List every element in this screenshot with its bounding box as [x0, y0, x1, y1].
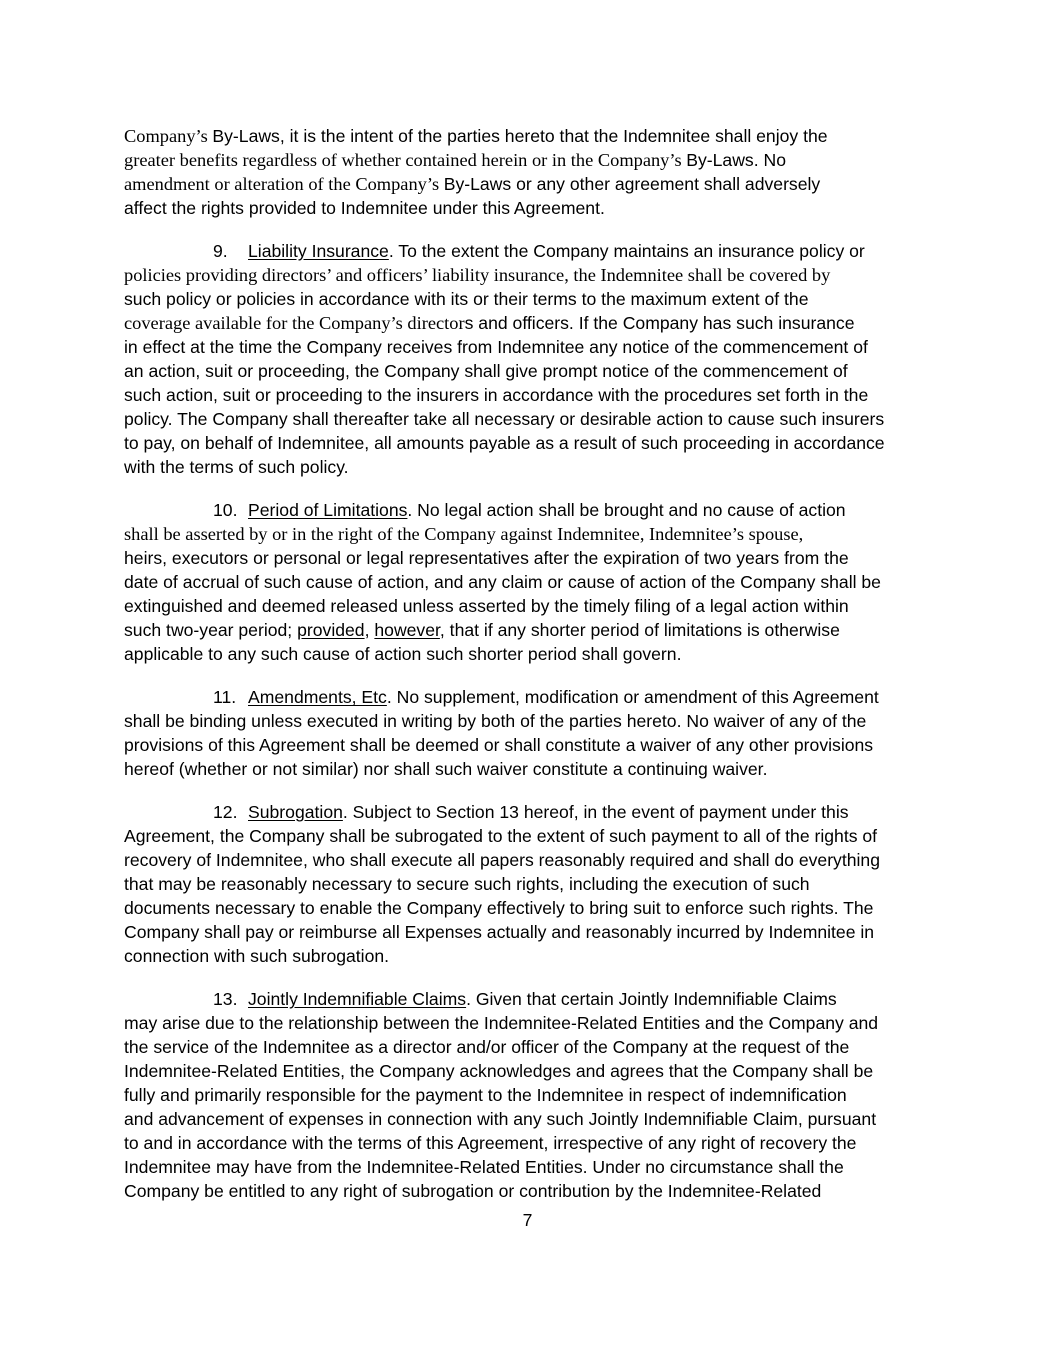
text-line [124, 709, 944, 733]
text-segment: s and officers. If the Company has such insurance [464, 313, 855, 333]
section-13 [124, 987, 944, 1203]
text-segment: Company be entitled to any right of subrogation or contribution by the Indemnitee-Related [124, 1181, 822, 1201]
text-segment: policies providing directors’ and officers’ liability insurance, the Indemnitee shall be covered by [124, 265, 831, 285]
text-segment: the service of the Indemnitee as a director and/or officer of the Company at the request of the [124, 1037, 850, 1057]
text-line [124, 335, 944, 359]
text-line [124, 431, 944, 455]
text-line [124, 148, 944, 172]
text-segment: provisions of this Agreement shall be deemed or shall constitute a waiver of any other provisions [124, 735, 874, 755]
text-segment: that may be reasonably necessary to secure such rights, including the execution of such [124, 874, 810, 894]
text-line [124, 1083, 944, 1107]
text-segment: applicable to any such cause of action such shorter period shall govern. [124, 644, 682, 664]
text-line [124, 407, 944, 431]
underlined-term: provided [297, 620, 365, 640]
underlined-term: however [374, 620, 440, 640]
text-segment: to and in accordance with the terms of this Agreement, irrespective of any right of recovery the [124, 1133, 857, 1153]
text-segment: such policy or policies in accordance with its or their terms to the maximum extent of the [124, 289, 809, 309]
text-line [124, 522, 944, 546]
text-line [124, 987, 944, 1011]
text-segment: . No legal action shall be brought and no cause of action [407, 500, 846, 520]
section-11 [124, 685, 944, 781]
text-segment: to pay, on behalf of Indemnitee, all amounts payable as a result of such proceeding in accordance [124, 433, 885, 453]
text-segment: . Given that certain Jointly Indemnifiable Claims [466, 989, 837, 1009]
section-12 [124, 800, 944, 968]
text-line [124, 239, 944, 263]
section-heading: Period of Limitations [248, 500, 408, 520]
text-line [124, 498, 944, 522]
section-heading: Jointly Indemnifiable Claims [248, 989, 467, 1009]
text-segment: with the terms of such policy. [124, 457, 349, 477]
text-segment: shall be asserted by or in the right of the Company against Indemnitee, Indemnitee’s spouse, [124, 524, 804, 544]
text-segment: coverage available for the Company’s director [124, 313, 465, 333]
text-segment: affect the rights provided to Indemnitee under this Agreement. [124, 198, 605, 218]
text-line [124, 848, 944, 872]
text-segment: amendment or alteration of the Company’s [124, 174, 444, 194]
section-number: 12. [213, 802, 238, 822]
section-10 [124, 498, 944, 666]
text-line [124, 124, 944, 148]
text-line [124, 455, 944, 479]
text-segment: an action, suit or proceeding, the Company shall give prompt notice of the commencement of [124, 361, 848, 381]
text-line [124, 944, 944, 968]
section-heading: Liability Insurance [248, 241, 389, 261]
text-line [124, 920, 944, 944]
text-segment: and advancement of expenses in connection with any such Jointly Indemnifiable Claim, pursuant [124, 1109, 877, 1129]
text-segment: Agreement, the Company shall be subrogated to the extent of such payment to all of the rights of [124, 826, 878, 846]
text-segment: Indemnitee may have from the Indemnitee-Related Entities. Under no circumstance shall the [124, 1157, 844, 1177]
text-segment: hereof (whether or not similar) nor shall such waiver constitute a continuing waiver. [124, 759, 768, 779]
text-line [124, 733, 944, 757]
section-number: 11. [213, 687, 237, 707]
text-segment: Company shall pay or reimburse all Expenses actually and reasonably incurred by Indemnitee in [124, 922, 875, 942]
text-segment: may arise due to the relationship between the Indemnitee-Related Entities and the Company and [124, 1013, 879, 1033]
text-segment: Indemnitee-Related Entities, the Company acknowledges and agrees that the Company shall be [124, 1061, 874, 1081]
text-segment: in effect at the time the Company receives from Indemnitee any notice of the commencement of [124, 337, 868, 357]
text-line [124, 1035, 944, 1059]
text-segment: . To the extent the Company maintains an insurance policy or [388, 241, 865, 261]
text-segment: By-Laws, it is the intent of the parties hereto that the Indemnitee shall enjoy the [212, 126, 828, 146]
text-segment: , [364, 620, 375, 640]
text-line [124, 1155, 944, 1179]
text-line [124, 618, 944, 642]
text-segment: . Subject to Section 13 hereof, in the event of payment under this [342, 802, 849, 822]
section-heading: Amendments, Etc [248, 687, 387, 707]
text-line [124, 1107, 944, 1131]
text-line [124, 196, 944, 220]
text-line [124, 570, 944, 594]
text-line [124, 594, 944, 618]
page-number: 7 [522, 1210, 533, 1230]
text-segment: documents necessary to enable the Company effectively to bring suit to enforce such rights. The [124, 898, 874, 918]
text-line [124, 1011, 944, 1035]
text-segment: greater benefits regardless of whether contained herein or in the Company’s [124, 150, 687, 170]
paragraph-continuation [124, 124, 944, 220]
text-line [124, 642, 944, 666]
text-line [124, 1179, 944, 1203]
text-line [124, 311, 944, 335]
text-segment: recovery of Indemnitee, who shall execute all papers reasonably required and shall do everything [124, 850, 880, 870]
text-segment: fully and primarily responsible for the payment to the Indemnitee in respect of indemnification [124, 1085, 847, 1105]
text-line [124, 287, 944, 311]
text-segment: such two-year period; [124, 620, 298, 640]
text-line [124, 359, 944, 383]
text-line [124, 800, 944, 824]
text-line [124, 546, 944, 570]
text-line [124, 383, 944, 407]
text-line [124, 896, 944, 920]
text-line [124, 1059, 944, 1083]
text-line [124, 872, 944, 896]
section-heading: Subrogation [248, 802, 343, 822]
text-line [124, 757, 944, 781]
section-number: 10. [213, 500, 238, 520]
text-segment: . No supplement, modification or amendment of this Agreement [386, 687, 879, 707]
document-page [124, 124, 944, 1222]
text-segment: shall be binding unless executed in writing by both of the parties hereto. No waiver of any of the [124, 711, 867, 731]
text-segment: such action, suit or proceeding to the insurers in accordance with the procedures set forth in the [124, 385, 869, 405]
text-segment: Company’s [124, 126, 213, 146]
section-number: 9. [213, 241, 228, 261]
text-segment: date of accrual of such cause of action, and any claim or cause of action of the Company shall be [124, 572, 881, 592]
text-line [124, 263, 944, 287]
text-segment: , that if any shorter period of limitations is otherwise [439, 620, 840, 640]
text-line [124, 685, 944, 709]
text-segment: By-Laws or any other agreement shall adversely [443, 174, 821, 194]
text-segment: heirs, executors or personal or legal representatives after the expiration of two years from the [124, 548, 849, 568]
text-line [124, 1131, 944, 1155]
text-line [124, 172, 944, 196]
text-segment: policy. The Company shall thereafter take all necessary or desirable action to cause such insurers [124, 409, 885, 429]
text-line [124, 824, 944, 848]
text-segment: extinguished and deemed released unless asserted by the timely filing of a legal action within [124, 596, 849, 616]
section-number: 13. [213, 989, 238, 1009]
text-segment: connection with such subrogation. [124, 946, 390, 966]
section-9 [124, 239, 944, 479]
text-segment: By-Laws. No [686, 150, 786, 170]
